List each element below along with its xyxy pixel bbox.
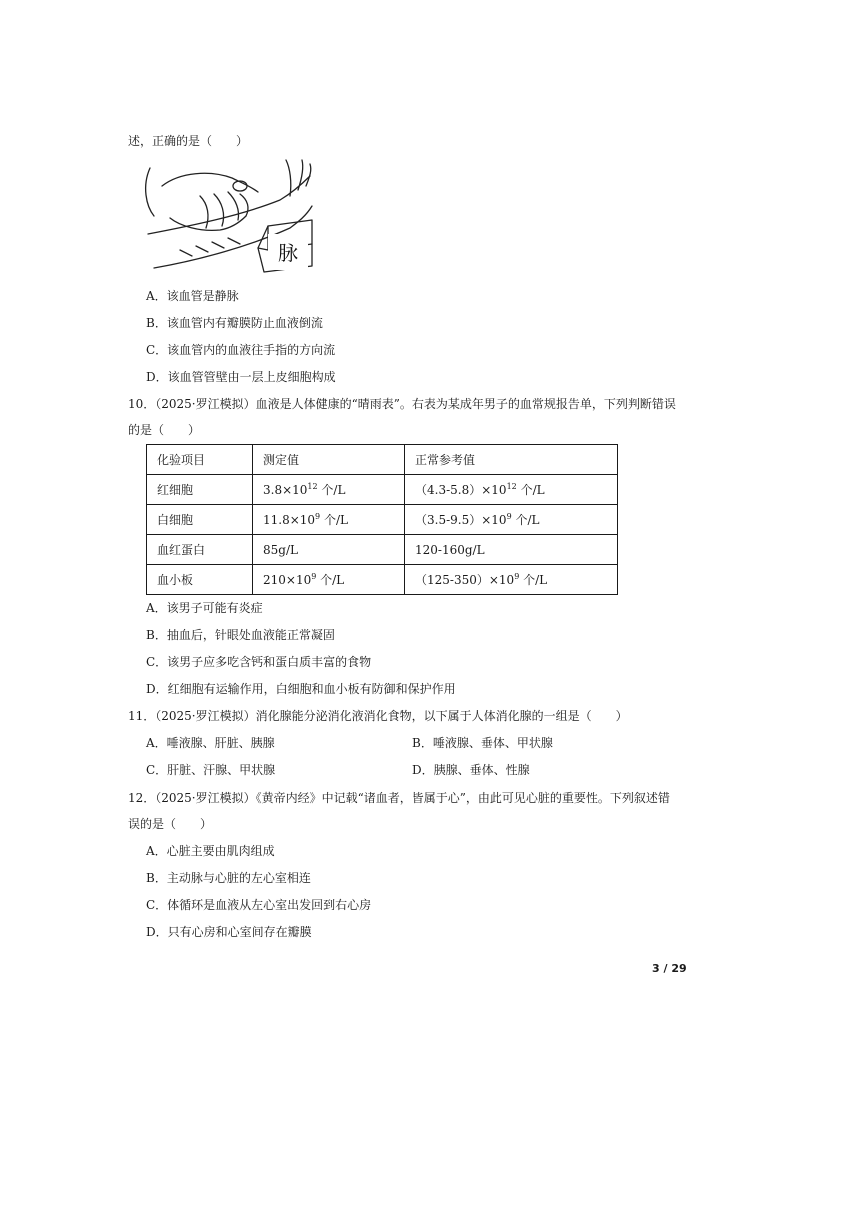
q10-option-d: D．红细胞有运输作用，白细胞和血小板有防御和保护作用 — [146, 682, 456, 696]
table-header-item: 化验项目 — [147, 445, 253, 475]
row-item: 血小板 — [147, 565, 253, 595]
q10-option-b: B．抽血后，针眼处血液能正常凝固 — [146, 628, 335, 642]
q9-stem-tail: 述，正确的是（ ） — [128, 134, 249, 148]
row-reference: 120-160g/L — [405, 535, 618, 565]
table-row — [147, 535, 618, 565]
table-header-measured: 测定值 — [253, 445, 405, 475]
q10-stem-line2: 的是（ ） — [128, 423, 201, 437]
row-reference: $(125-350)\times 10^9$ 个/L — [405, 565, 618, 595]
row-measured: $11.8\times 10^9$ 个/L — [253, 505, 405, 535]
q12-stem-line2: 误的是（ ） — [128, 817, 213, 831]
q12-option-b: B．主动脉与心脏的左心室相连 — [146, 871, 311, 885]
row-reference: $(3.5-9.5)\times 10^9$ 个/L — [405, 505, 618, 535]
q12-stem-line1: 12．（2025·罗江模拟）《黄帝内经》中记载“诸血者，皆属于心”，由此可见心脏的重要性。下列叙述错 — [128, 791, 670, 805]
row-reference: $(4.3-5.8)\times 10^{12}$ 个/L — [405, 475, 618, 505]
q12-option-c: C．体循环是血液从左心室出发回到右心房 — [146, 898, 372, 912]
q11-option-b: B．唾液腺、垂体、甲状腺 — [412, 736, 553, 750]
row-measured: 85g/L — [253, 535, 405, 565]
table-row — [147, 505, 618, 535]
q12-option-d: D．只有心房和心室间存在瓣膜 — [146, 925, 312, 939]
q11-stem: 11．（2025·罗江模拟）消化腺能分泌消化液消化食物，以下属于人体消化腺的一组是（ ） — [128, 709, 628, 723]
q12-option-a: A．心脏主要由肌肉组成 — [146, 844, 275, 858]
q10-option-c: C．该男子应多吃含钙和蛋白质丰富的食物 — [146, 655, 372, 669]
row-item: 红细胞 — [147, 475, 253, 505]
q11-option-d: D．胰腺、垂体、性腺 — [412, 763, 530, 777]
table-header-reference: 正常参考值 — [405, 445, 618, 475]
row-item: 血红蛋白 — [147, 535, 253, 565]
q10-option-a: A．该男子可能有炎症 — [146, 601, 263, 615]
q11-option-a: A．唾液腺、肝脏、胰腺 — [146, 736, 275, 750]
q9-option-a: A．该血管是静脉 — [146, 289, 239, 303]
table-row — [147, 475, 618, 505]
q10-stem-line1: 10．（2025·罗江模拟）血液是人体健康的“晴雨表”。右表为某成年男子的血常规报告单，下列判断错误 — [128, 397, 676, 411]
q9-option-b: B．该血管内有瓣膜防止血液倒流 — [146, 316, 323, 330]
page-number: 3 / 29 — [652, 962, 687, 975]
q9-option-c: C．该血管内的血液往手指的方向流 — [146, 343, 336, 357]
table-row — [147, 565, 618, 595]
row-item: 白细胞 — [147, 505, 253, 535]
blood-report-table — [146, 444, 618, 595]
row-measured: $210\times 10^9$ 个/L — [253, 565, 405, 595]
table-header-row — [147, 445, 618, 475]
row-measured: $3.8\times 10^{12}$ 个/L — [253, 475, 405, 505]
q9-option-d: D．该血管管壁由一层上皮细胞构成 — [146, 370, 336, 384]
pulse-taking-figure — [140, 156, 320, 280]
figure-label: 脉 — [278, 241, 298, 265]
q11-option-c: C．肝脏、汗腺、甲状腺 — [146, 763, 276, 777]
